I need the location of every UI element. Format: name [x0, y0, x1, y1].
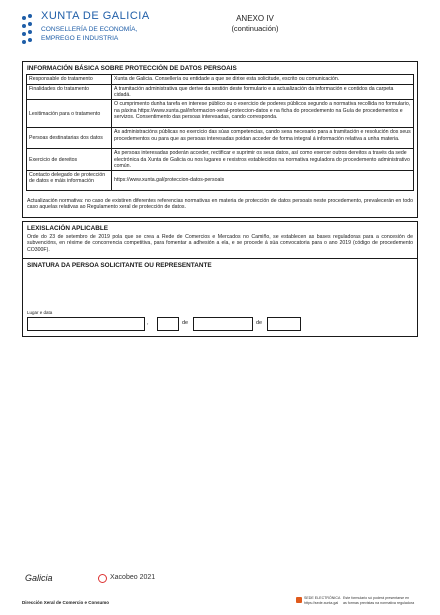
row-label: Persoas destinatarias dos datos: [27, 128, 112, 149]
signature-title: SINATURA DA PERSOA SOLICITANTE OU REPRESENTANTE: [27, 262, 212, 269]
annex-subtitle: (continuación): [231, 24, 279, 33]
comma-separator: ,: [147, 320, 149, 326]
legislation-title: LEXISLACIÓN APLICABLE: [27, 225, 109, 232]
place-field[interactable]: [27, 317, 145, 331]
data-protection-title: INFORMACIÓN BÁSICA SOBRE PROTECCIÓN DE DATOS PERSOAIS: [27, 65, 237, 72]
sede-electronica-icon: [296, 597, 302, 603]
row-value: Xunta de Galicia. Consellería ou entidade a que se dirixe esta solicitude, escrito ou comunicación.: [112, 75, 414, 85]
org-subtitle-line1: CONSELLERÍA DE ECONOMÍA,: [41, 26, 138, 33]
galicia-logo: Galicia: [25, 573, 53, 583]
footer-note-line1: Este formulario só poderá presentarse en: [343, 596, 410, 600]
table-row: [27, 149, 414, 171]
year-field[interactable]: [267, 317, 301, 331]
de-separator-2: de: [256, 320, 263, 326]
table-row: [27, 128, 414, 149]
row-value: As administracións públicas no exercicio das súas competencias, cando sexa necesario para a tramitación e resolución dos seus procedementos ou para que as persoas interesadas poidan acceder de forma integral á información relativa a unha materia.: [112, 128, 414, 149]
table-row: [27, 75, 414, 85]
annex-title: ANEXO IV: [236, 14, 274, 23]
xacobeo-icon: [98, 574, 107, 583]
xacobeo-logo: Xacobeo 2021: [110, 574, 156, 581]
de-separator-1: de: [182, 320, 189, 326]
data-protection-section: [22, 61, 418, 218]
legislation-text: Orde do 23 de setembro de 2019 pola que se crea a Rede de Comercios e Mercados no Camiño, se establecen as bases reguladoras para a concesión de subvencións, en réxime de concorrencia competitiva, para fomentar a adhesión a ela, e se procede á súa convocatoria para o ano 2019 (código de procedemento CO300F).: [27, 234, 413, 253]
org-subtitle-line2: EMPREGO E INDUSTRIA: [41, 35, 119, 42]
row-label: Lexitimación para o tratamento: [27, 100, 112, 128]
row-value: A tramitación administrativa que derive da xestión deste formulario e a actualización da información e contidos da carpeta cidadá.: [112, 85, 414, 100]
table-row: [27, 171, 414, 191]
row-label: Responsable do tratamento: [27, 75, 112, 85]
row-value: O cumprimento dunha tarefa en interese público ou o exercicio de poderes públicos segundo a normativa recollida no formulario, na páxina https://www.xunta.gal/informacion-xeral-proteccion-datos e na ficha do procedemento na Guía de procedementos e servizos. Consentimento das persoas interesadas, cando corresponda.: [112, 100, 414, 128]
row-label: Contacto delegado de protección de datos e máis información: [27, 171, 112, 191]
month-field[interactable]: [193, 317, 253, 331]
directorate-name: Dirección Xeral de Comercio e Consumo: [22, 600, 110, 605]
sede-label: SEDE ELECTRÓNICA: [304, 596, 341, 600]
table-row: [27, 85, 414, 100]
footer-note-line2: as formas previstas na normativa reguladora: [343, 601, 415, 605]
day-field[interactable]: [157, 317, 179, 331]
table-row: [27, 100, 414, 128]
row-value: As persoas interesadas poderán acceder, rectificar e suprimir os seus datos, así como exercer outros dereitos a través da sede electrónica da Xunta de Galicia ou nos lugares e rexistros establecidos na normativa reguladora do procedemento administrativo común.: [112, 149, 414, 171]
org-title: XUNTA DE GALICIA: [41, 10, 150, 22]
regulation-update-note: Actualización normativa: no caso de existiren diferentes referencias normativas en materia de protección de datos persoais neste procedemento, prevalecerán en todo caso aquelas relativas ao Regulamento xeral de protección de datos.: [27, 198, 413, 211]
row-label: Exercicio de dereitos: [27, 149, 112, 171]
row-value: https://www.xunta.gal/proteccion-datos-persoais: [112, 171, 414, 191]
row-label: Finalidades do tratamento: [27, 85, 112, 100]
legislation-section: [22, 221, 418, 259]
data-protection-table: [26, 74, 414, 191]
sede-url: https://sede.xunta.gal: [304, 601, 339, 605]
place-date-label: Lugar e data: [27, 310, 53, 315]
xunta-logo-icon: [22, 14, 36, 50]
signature-section: [22, 258, 418, 337]
